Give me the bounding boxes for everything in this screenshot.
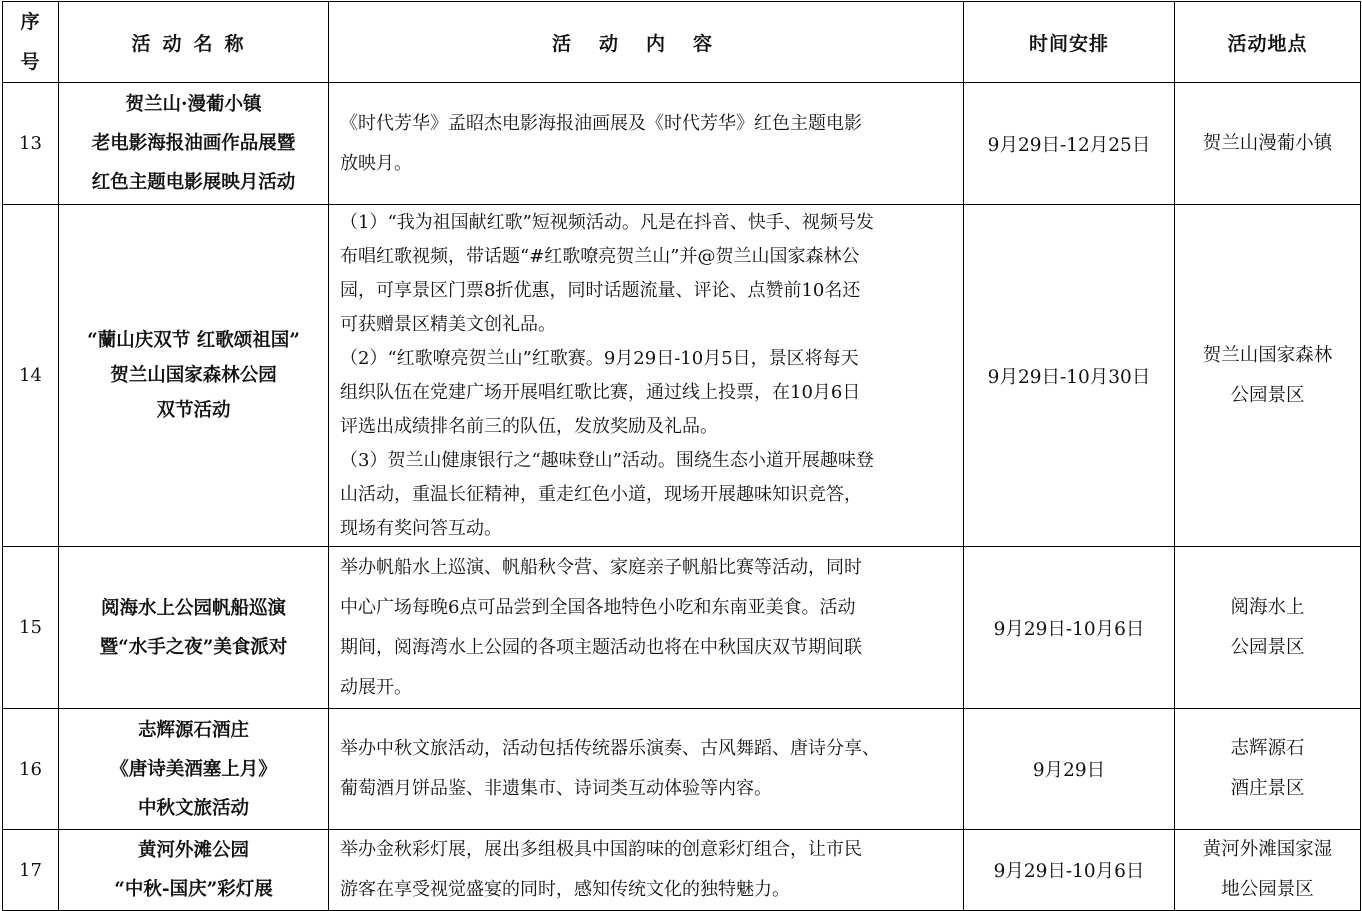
activity-name-line: 阅海水上公园帆船巡演: [100, 597, 286, 619]
activity-name: [59, 547, 329, 709]
activity-name-line: 贺兰山国家森林公园: [110, 365, 277, 386]
activity-name-line: “中秋-国庆”彩灯展: [114, 879, 273, 900]
content-line: 可获赠景区精美文创礼品。: [340, 313, 556, 335]
activity-table: [2, 1, 1361, 911]
table-row: [3, 547, 1361, 709]
row-number: 14: [3, 205, 59, 547]
row-number: 13: [3, 83, 59, 205]
header-content: 活动内容: [329, 2, 964, 83]
content-line: 游客在享受视觉盛宴的同时，感知传统文化的独特魅力。: [340, 879, 790, 900]
activity-name-line: 贺兰山·漫葡小镇: [125, 94, 262, 115]
content-line: （3）贺兰山健康银行之“趣味登山”活动。围绕生态小道开展趣味登: [340, 449, 874, 471]
activity-name-line: 中秋文旅活动: [137, 797, 249, 819]
activity-place: [1175, 830, 1361, 911]
content-line: 评选出成绩排名前三的队伍，发放奖励及礼品。: [340, 415, 718, 437]
content-line: 园，可享景区门票8折优惠，同时话题流量、评论、点赞前10名还: [340, 279, 861, 301]
content-line: 布唱红歌视频，带话题“#红歌嘹亮贺兰山”并@贺兰山国家森林公: [340, 245, 860, 267]
place-line: 公园景区: [1230, 636, 1305, 658]
activity-name: [59, 205, 329, 547]
activity-name-line: 《唐诗美酒塞上月》: [110, 758, 277, 780]
activity-name-line: “蘭山庆双节 红歌颂祖国”: [87, 330, 300, 351]
row-number: 17: [3, 830, 59, 911]
activity-content: [329, 830, 964, 911]
activity-name-line: 暨“水手之夜”美食派对: [99, 636, 288, 658]
activity-name-line: 志辉源石酒庄: [137, 719, 249, 741]
activity-name-line: 黄河外滩公园: [137, 840, 249, 861]
place-line: 地公园景区: [1221, 879, 1314, 900]
content-line: 组织队伍在党建广场开展唱红歌比赛，通过线上投票，在10月6日: [340, 381, 861, 403]
place-line: 阅海水上: [1230, 596, 1305, 618]
activity-name-line: 双节活动: [156, 400, 231, 421]
activity-time: 9月29日: [964, 709, 1175, 830]
content-line: 《时代芳华》孟昭杰电影海报油画展及《时代芳华》红色主题电影: [340, 112, 862, 134]
header-no-line1: 序: [20, 11, 41, 33]
header-no-line2: 号: [20, 51, 41, 73]
content-line: 举办帆船水上巡演、帆船秋令营、家庭亲子帆船比赛等活动，同时: [340, 556, 862, 578]
activity-place: [1175, 205, 1361, 547]
header-time: 时间安排: [964, 2, 1175, 83]
activity-content: [329, 205, 964, 547]
content-line: 举办中秋文旅活动，活动包括传统器乐演奏、古风舞蹈、唐诗分享、: [340, 738, 880, 759]
content-line: 动展开。: [340, 676, 412, 698]
place-line: 贺兰山国家森林: [1202, 344, 1333, 366]
content-line: 期间，阅海湾水上公园的各项主题活动也将在中秋国庆双节期间联: [340, 636, 862, 658]
activity-name: [59, 830, 329, 911]
activity-name: [59, 83, 329, 205]
content-line: 中心广场每晚6点可品尝到全国各地特色小吃和东南亚美食。活动: [340, 596, 856, 618]
activity-name-line: 老电影海报油画作品展暨: [91, 133, 296, 154]
header-name: 活动名称: [59, 2, 329, 83]
content-line: 葡萄酒月饼品鉴、非遗集市、诗词类互动体验等内容。: [340, 778, 772, 799]
header-place: 活动地点: [1175, 2, 1361, 83]
activity-name: [59, 709, 329, 830]
place-line: 酒庄景区: [1230, 778, 1305, 799]
header-row: [3, 2, 1361, 83]
table-row: [3, 205, 1361, 547]
place-line: 志辉源石: [1230, 738, 1305, 759]
activity-place: [1175, 547, 1361, 709]
activity-content: [329, 83, 964, 205]
content-line: 现场有奖问答互动。: [340, 517, 502, 539]
activity-place: [1175, 83, 1361, 205]
place-line: 公园景区: [1230, 384, 1305, 406]
place-line: 贺兰山漫葡小镇: [1202, 132, 1333, 154]
activity-place: [1175, 709, 1361, 830]
place-line: 黄河外滩国家湿: [1202, 839, 1333, 860]
content-line: 举办金秋彩灯展，展出多组极具中国韵味的创意彩灯组合，让市民: [340, 839, 862, 860]
activity-time: 9月29日-10月6日: [964, 547, 1175, 709]
content-line: 放映月。: [340, 152, 412, 174]
activity-content: [329, 547, 964, 709]
activity-time: 9月29日-10月30日: [964, 205, 1175, 547]
table-row: [3, 830, 1361, 911]
table-row: [3, 83, 1361, 205]
activity-time: 9月29日-12月25日: [964, 83, 1175, 205]
activity-name-line: 红色主题电影展映月活动: [91, 172, 296, 193]
header-no: [3, 2, 59, 83]
row-number: 16: [3, 709, 59, 830]
content-line: 山活动，重温长征精神，重走红色小道，现场开展趣味知识竞答，: [340, 483, 862, 505]
activity-content: [329, 709, 964, 830]
activity-time: 9月29日-10月6日: [964, 830, 1175, 911]
content-line: （1）“我为祖国献红歌”短视频活动。凡是在抖音、快手、视频号发: [340, 211, 874, 233]
table-row: [3, 709, 1361, 830]
content-line: （2）“红歌嘹亮贺兰山”红歌赛。9月29日-10月5日，景区将每天: [340, 347, 859, 369]
row-number: 15: [3, 547, 59, 709]
